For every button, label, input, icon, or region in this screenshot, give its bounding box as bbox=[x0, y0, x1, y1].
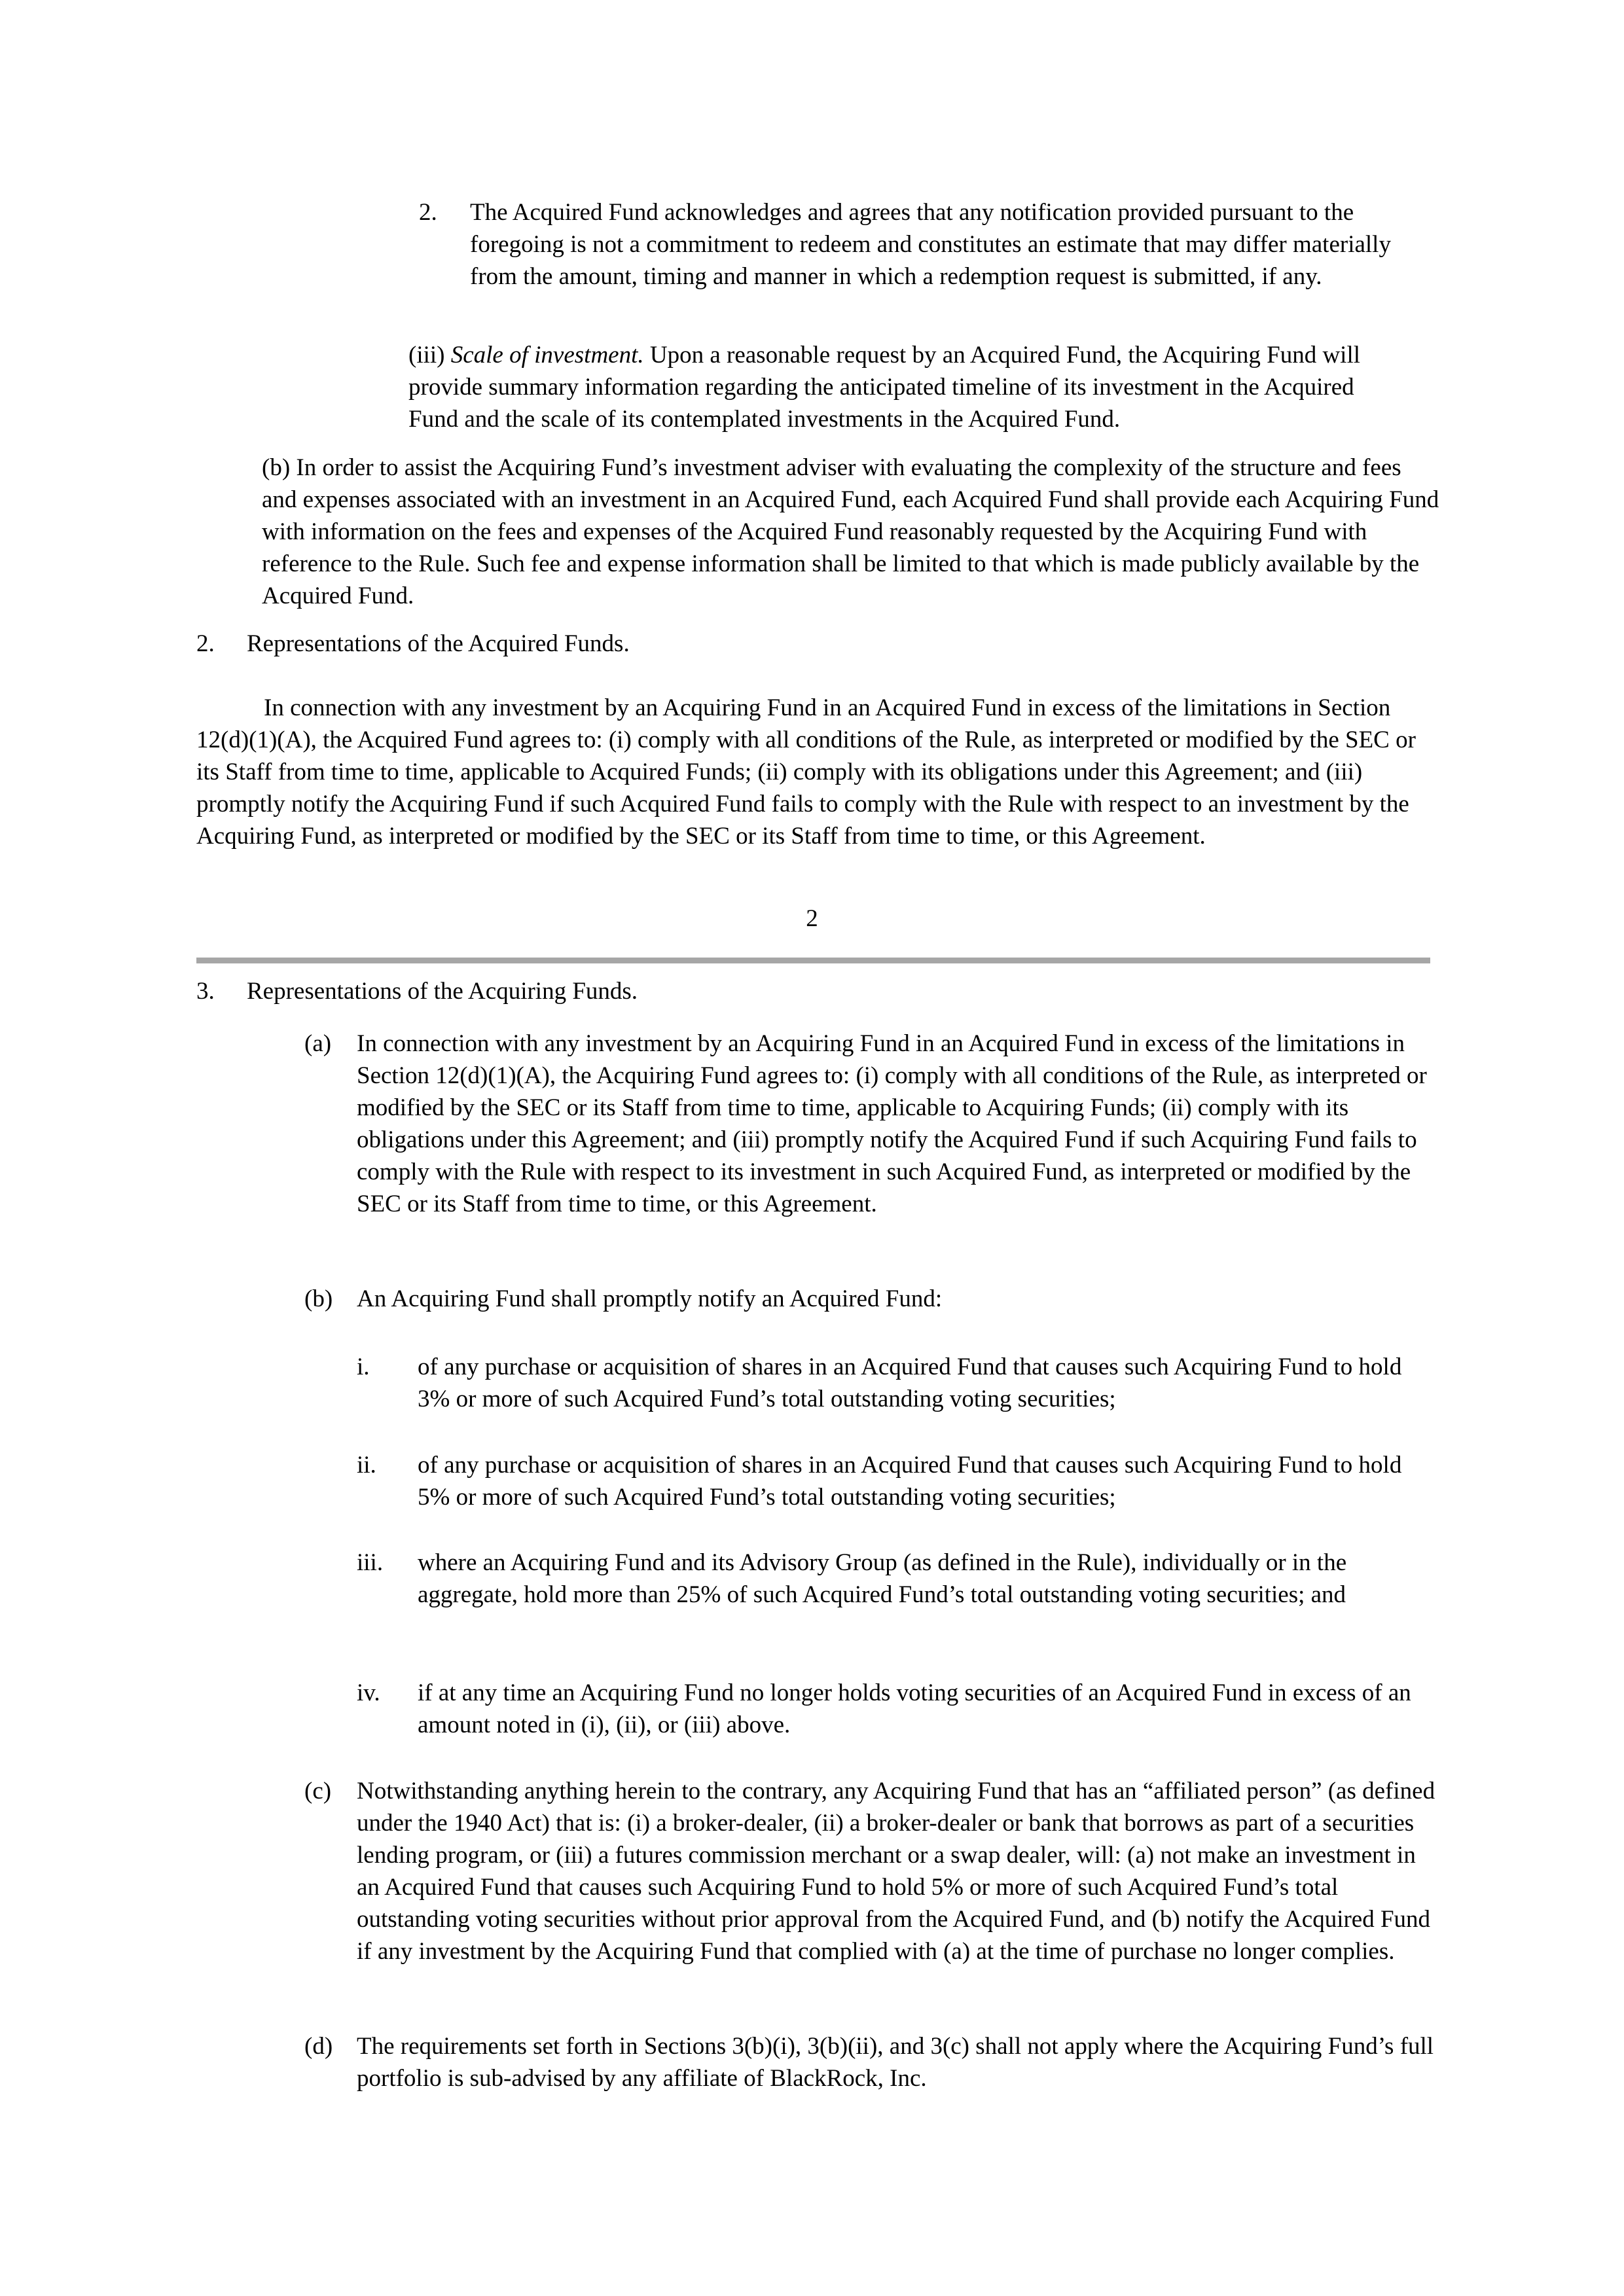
list-item-text: The Acquired Fund acknowledges and agrees that any notification provided pursuant to the foregoing is not a commitment to redeem and constitutes an estimate that may differ materially from the amount, timing and manner in which a redemption request is submitted, if any. bbox=[470, 199, 1391, 290]
sub-item-label: ii. bbox=[357, 1452, 376, 1479]
clause-text: In connection with any investment by an Acquiring Fund in an Acquired Fund in excess of the limitations in Section 12(d)(1)(A), the Acquiring Fund agrees to: (i) comply with all conditions of the Rule, as interpreted or modified by the SEC or its Staff from time to time, applicable to Acquiring Funds; (ii) comply with its obligations under this Agreement; and (iii) promptly notify the Acquired Fund if such Acquiring Fund fails to comply with the Rule with respect to its investment in such Acquired Fund, as interpreted or modified by the SEC or its Staff from time to time, or this Agreement. bbox=[357, 1030, 1427, 1217]
section-title: Representations of the Acquired Funds. bbox=[247, 630, 630, 657]
clause-heading: Scale of investment. bbox=[450, 342, 644, 368]
clause-label: (d) bbox=[304, 2033, 333, 2060]
sub-item-text: of any purchase or acquisition of shares in an Acquired Fund that causes such Acquiring Fund to hold 5% or more of such Acquired Fund’s total outstanding voting securities; bbox=[418, 1452, 1402, 1511]
sub-item-text: of any purchase or acquisition of shares in an Acquired Fund that causes such Acquiring Fund to hold 3% or more of such Acquired Fund’s total outstanding voting securities; bbox=[418, 1354, 1402, 1412]
sub-item-text: if at any time an Acquiring Fund no longer holds voting securities of an Acquired Fund in excess of an amount noted in (i), (ii), or (iii) above. bbox=[418, 1679, 1411, 1738]
sub-item-text: where an Acquiring Fund and its Advisory Group (as defined in the Rule), individually or in the aggregate, hold more than 25% of such Acquired Fund’s total outstanding voting securities; and bbox=[418, 1549, 1347, 1608]
section-title: Representations of the Acquiring Funds. bbox=[247, 978, 638, 1005]
section-number: 3. bbox=[196, 978, 215, 1005]
scale-of-investment-paragraph bbox=[408, 339, 1377, 435]
clause-label: (a) bbox=[304, 1030, 332, 1057]
clause-text: Upon a reasonable request by an Acquired Fund, the Acquiring Fund will provide summary information regarding the anticipated timeline of its investment in the Acquired Fund and the scale of its contemplated investments in the Acquired Fund. bbox=[408, 342, 1360, 433]
section-number: 2. bbox=[196, 630, 215, 657]
page-number: 2 bbox=[806, 905, 818, 932]
page-divider bbox=[196, 958, 1430, 963]
clause-number: (iii) bbox=[408, 342, 451, 368]
fee-information-paragraph: (b) In order to assist the Acquiring Fund’s investment adviser with evaluating the complexity of the structure and fees and expenses associated with an investment in an Acquired Fund, each Acquired Fund shall provide each Acquiring Fund with information on the fees and expenses of the Acquired Fund reasonably requested by the Acquiring Fund with reference to the Rule. Such fee and expense information shall be limited to that which is made publicly available by the Acquired Fund. bbox=[262, 454, 1439, 609]
clause-label: (b) bbox=[304, 1285, 333, 1312]
section-2-body: In connection with any investment by an Acquiring Fund in an Acquired Fund in excess of the limitations in Section 12(d)(1)(A), the Acquired Fund agrees to: (i) comply with all conditions of the Rule, as interpreted or modified by the SEC or its Staff from time to time, applicable to Acquired Funds; (ii) comply with its obligations under this Agreement; and (iii) promptly notify the Acquiring Fund if such Acquired Fund fails to comply with the Rule with respect to an investment by the Acquiring Fund, as interpreted or modified by the SEC or its Staff from time to time, or this Agreement. bbox=[196, 694, 1416, 850]
clause-text: An Acquiring Fund shall promptly notify an Acquired Fund: bbox=[357, 1285, 943, 1312]
clause-label: (c) bbox=[304, 1778, 332, 1804]
sub-item-label: iv. bbox=[357, 1679, 380, 1706]
sub-item-label: iii. bbox=[357, 1549, 384, 1576]
clause-text: Notwithstanding anything herein to the contrary, any Acquiring Fund that has an “affiliated person” (as defined under the 1940 Act) that is: (i) a broker-dealer, (ii) a broker-dealer or bank that borrows as part of a securities lending program, or (iii) a futures commission merchant or a swap dealer, will: (a) not make an investment in an Acquired Fund that causes such Acquiring Fund to hold 5% or more of such Acquired Fund’s total outstanding voting securities without prior approval from the Acquired Fund, and (b) notify the Acquired Fund if any investment by the Acquiring Fund that complied with (a) at the time of purchase no longer complies. bbox=[357, 1778, 1435, 1965]
clause-text: The requirements set forth in Sections 3(b)(i), 3(b)(ii), and 3(c) shall not apply where the Acquiring Fund’s full portfolio is sub-advised by any affiliate of BlackRock, Inc. bbox=[357, 2033, 1434, 2092]
list-item-number: 2. bbox=[419, 199, 437, 226]
sub-item-label: i. bbox=[357, 1354, 370, 1380]
